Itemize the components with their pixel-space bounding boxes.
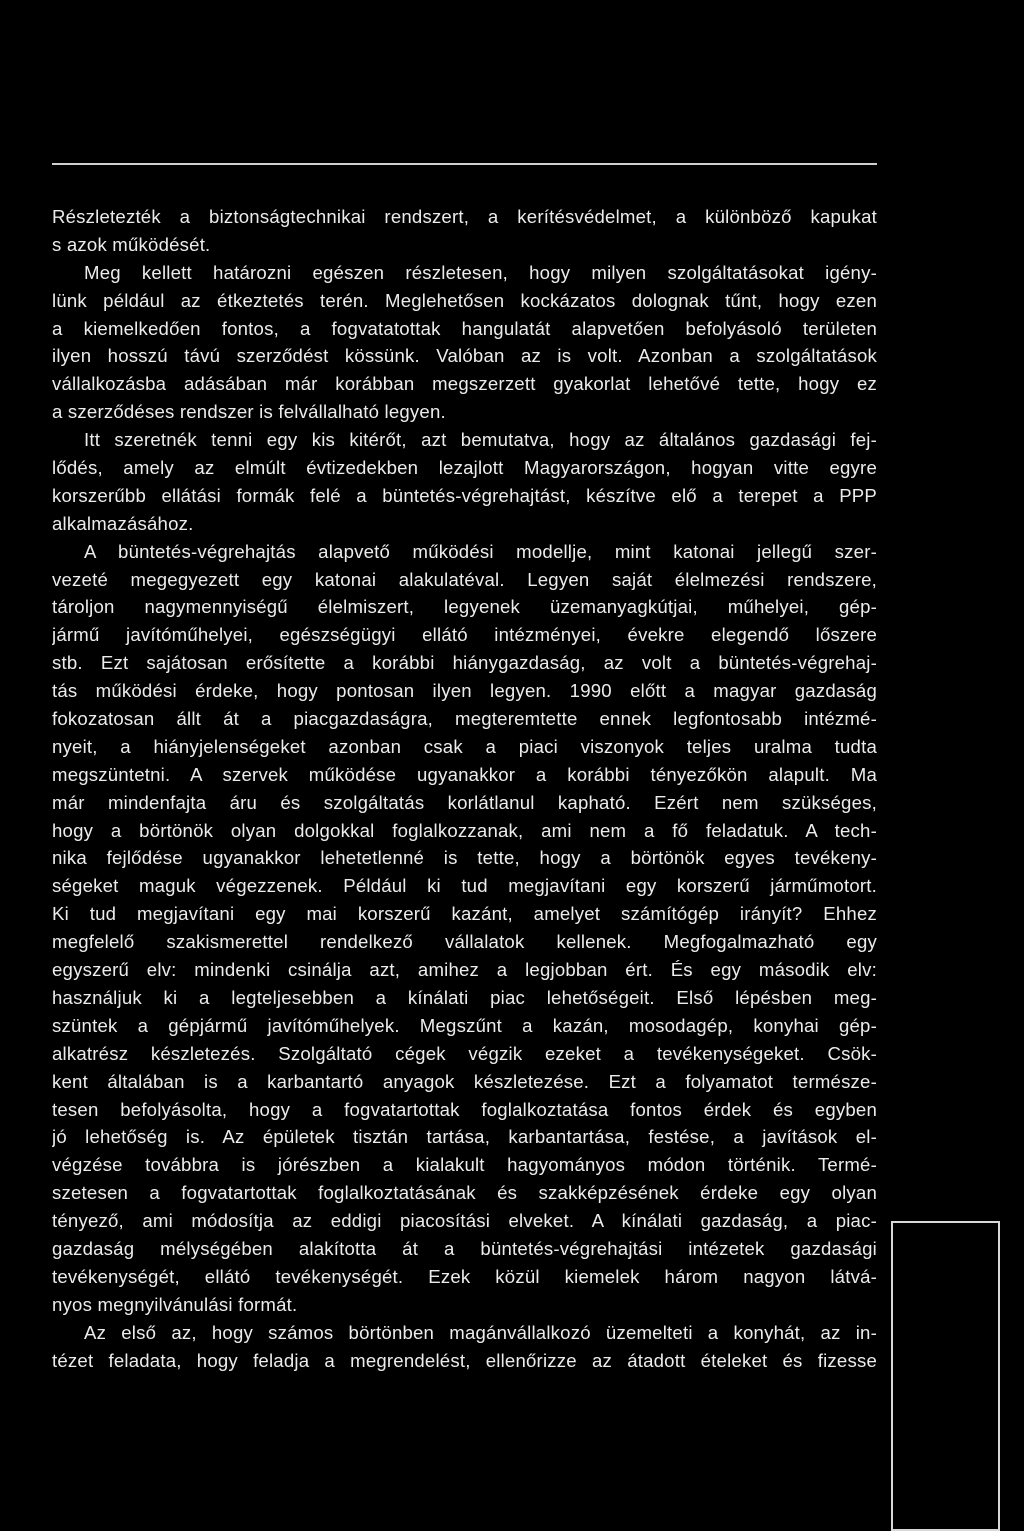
text-line: megfelelő szakismerettel rendelkező vállalatok kellenek. Megfogalmazható egy <box>52 931 877 953</box>
text-line: szüntek a gépjármű javítóműhelyek. Megszűnt a kazán, mosodagép, konyhai gép- <box>52 1014 877 1036</box>
text-line: kent általában is a karbantartó anyagok készletezése. Ezt a folyamatot természe- <box>52 1070 877 1092</box>
text-line: nika fejlődése ugyanakkor lehetetlenné is tette, hogy a börtönök egyes tevékeny- <box>52 847 877 869</box>
top-rule <box>52 163 877 165</box>
text-line: vállalkozásba adásában már korábban megszerzett gyakorlat lehetővé tette, hogy ez <box>52 373 877 395</box>
text-line: stb. Ezt sajátosan erősítette a korábbi hiánygazdaság, az volt a büntetés-végrehaj- <box>52 652 877 674</box>
text-line: tároljon nagymennyiségű élelmiszert, legyenek üzemanyagkútjai, műhelyei, gép- <box>52 596 877 618</box>
text-line: tesen befolyásolta, hogy a fogvatartottak foglalkoztatása fontos érdek és egyben <box>52 1098 877 1120</box>
text-line: használjuk ki a legteljesebben a kínálati piac lehetőségeit. Első lépésben meg- <box>52 986 877 1008</box>
body-text <box>52 203 877 1374</box>
text-line: tás működési érdeke, hogy pontosan ilyen legyen. 1990 előtt a magyar gazdaság <box>52 680 877 702</box>
text-line: alkatrész készletezés. Szolgáltató cégek végzik ezeket a tevékenységeket. Csök- <box>52 1042 877 1064</box>
text-line: Részletezték a biztonságtechnikai rendszert, a kerítésvédelmet, a különböző kapukat <box>52 206 877 227</box>
text-line: Meg kellett határozni egészen részletesen, hogy milyen szolgáltatásokat igény- <box>84 261 877 283</box>
text-line: megszüntetni. A szervek működése ugyanakkor a korábbi tényezőkön alapult. Ma <box>52 763 877 785</box>
text-line: nyeit, a hiányjelenségeket azonban csak a piaci viszonyok teljes uralma tudta <box>52 735 877 757</box>
text-line: korszerűbb ellátási formák felé a büntetés-végrehajtást, készítve elő a terepet a PPP <box>52 484 877 506</box>
text-line: tézet feladata, hogy feladja a megrendelést, ellenőrizze az átadott ételeket és fizesse <box>52 1349 877 1371</box>
text-line: s azok működését. <box>52 233 211 255</box>
text-line: ilyen hosszú távú szerződést kössünk. Valóban az is volt. Azonban a szolgáltatások <box>52 345 877 367</box>
side-box <box>891 1221 1000 1531</box>
text-line: végzése továbbra is jórészben a kialakult hagyományos módon történik. Termé- <box>52 1154 877 1176</box>
text-line: hogy a börtönök olyan dolgokkal foglalkozzanak, ami nem a fő feladatuk. A tech- <box>52 819 877 841</box>
text-line: Ki tud megjavítani egy mai korszerű kazánt, amelyet számítógép irányít? Ehhez <box>52 903 877 925</box>
text-line: Az első az, hogy számos börtönben magánvállalkozó üzemelteti a konyhát, az in- <box>84 1321 877 1343</box>
text-line: lődés, amely az elmúlt évtizedekben lezajlott Magyarországon, hogyan vitte egyre <box>52 457 877 479</box>
text-line: A büntetés-végrehajtás alapvető működési modellje, mint katonai jellegű szer- <box>84 540 877 562</box>
text-line: tevékenységét, ellátó tevékenységét. Ezek közül kiemelek három nagyon látvá- <box>52 1265 877 1287</box>
text-line: nyos megnyilvánulási formát. <box>52 1293 298 1315</box>
text-line: szetesen a fogvatartottak foglalkoztatásának és szakképzésének érdeke egy olyan <box>52 1182 877 1204</box>
text-line: a szerződéses rendszer is felvállalható legyen. <box>52 401 446 423</box>
text-line: lünk például az étkeztetés terén. Meglehetősen kockázatos dolognak tűnt, hogy ezen <box>52 289 877 311</box>
text-line: fokozatosan állt át a piacgazdaságra, megteremtette ennek legfontosabb intézmé- <box>52 708 877 730</box>
text-line: a kiemelkedően fontos, a fogvatatottak hangulatát alapvetően befolyásoló területen <box>52 317 877 339</box>
text-line: már mindenfajta áru és szolgáltatás korlátlanul kapható. Ezért nem szükséges, <box>52 791 877 813</box>
text-line: egyszerű elv: mindenki csinálja azt, amihez a legjobban ért. És egy második elv: <box>52 959 877 981</box>
text-line: gazdaság mélységében alakította át a büntetés-végrehajtási intézetek gazdasági <box>52 1237 877 1259</box>
text-line: jó lehetőség is. Az épületek tisztán tartása, karbantartása, festése, a javítások el- <box>52 1126 877 1148</box>
text-line: alkalmazásához. <box>52 512 194 534</box>
text-line: vezeté megegyezett egy katonai alakulatéval. Legyen saját élelmezési rendszere, <box>52 568 877 590</box>
text-line: jármű javítóműhelyei, egészségügyi ellátó intézményei, évekre elegendő lőszere <box>52 624 877 646</box>
text-line: Itt szeretnék tenni egy kis kitérőt, azt bemutatva, hogy az általános gazdasági fej- <box>84 429 877 451</box>
text-line: tényező, ami módosítja az eddigi piacosítási elveket. A kínálati gazdaság, a piac- <box>52 1210 877 1232</box>
text-line: ségeket maguk végezzenek. Például ki tud megjavítani egy korszerű járműmotort. <box>52 875 877 897</box>
